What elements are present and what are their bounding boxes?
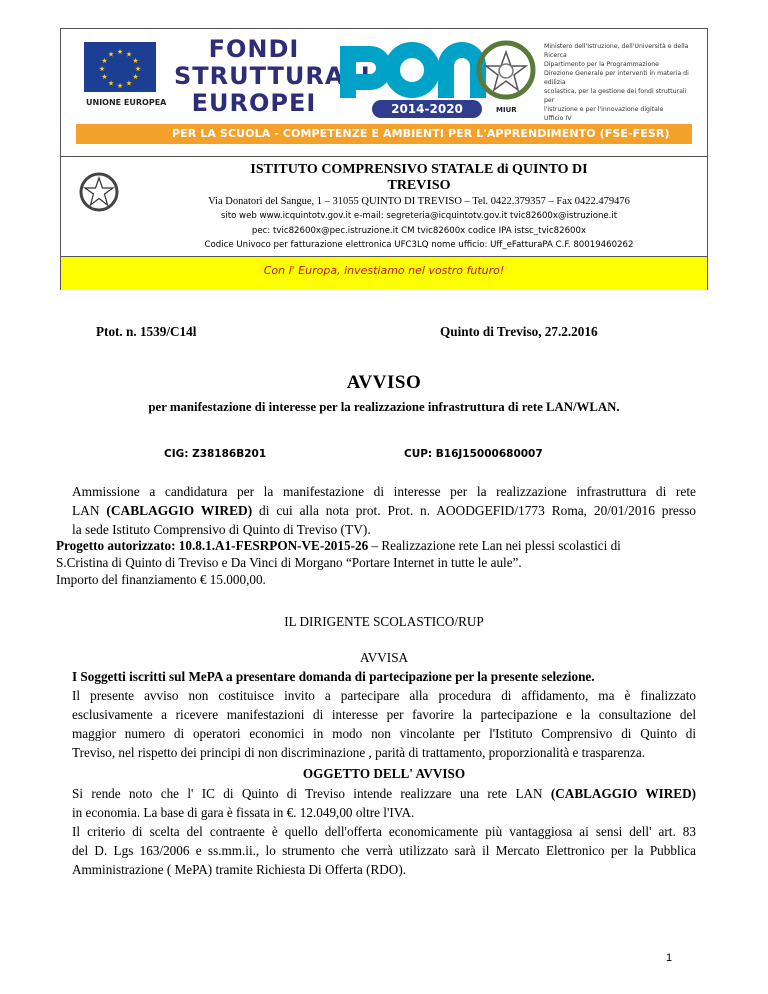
svg-text:★: ★ xyxy=(101,73,108,81)
banner-slogan: PER LA SCUOLA - COMPETENZE E AMBIENTI PER L'APPRENDIMENTO (FSE-FESR) xyxy=(172,127,670,140)
paragraph-line xyxy=(72,784,696,803)
svg-text:★: ★ xyxy=(116,48,124,56)
school-name-line: ISTITUTO COMPRENSIVO STATALE di QUINTO DI xyxy=(250,162,588,177)
paragraph-line: Treviso, nel rispetto dei principi di non discriminazione , parità di trattamento, proporzionalità e trasparenza. xyxy=(72,745,645,760)
fondi-strutturali-logo xyxy=(174,35,371,117)
motto-band xyxy=(61,256,707,290)
pon-banner xyxy=(76,34,692,146)
ministry-line: scolastica, per la gestione dei fondi strutturali per xyxy=(544,88,687,104)
header-divider xyxy=(60,156,708,157)
paragraph-line: Il presente avviso non costituisce invito a partecipare alla procedura di affidamento, ma è finalizzato xyxy=(72,688,696,703)
ministry-line: Direzione Generale per interventi in materia di edilizia xyxy=(544,70,689,86)
svg-text:★: ★ xyxy=(132,57,139,65)
paragraph-line xyxy=(56,537,696,554)
svg-text:★: ★ xyxy=(116,82,124,90)
paragraph-line: in economia. La base di gara è fissata in €. 12.049,00 oltre l'IVA. xyxy=(72,805,415,820)
date-place: Quinto di Treviso, 27.2.2016 xyxy=(440,324,598,339)
school-contacts: sito web www.icquintotv.gov.it e-mail: segreteria@icquintotv.gov.it tvic82600x@istruzione.it xyxy=(220,211,618,221)
paragraph-line: S.Cristina di Quinto di Treviso e Da Vinci di Morgano “Portare Internet in tutte le aule”. xyxy=(56,555,522,570)
ministry-line: l'istruzione e per l'innovazione digitale xyxy=(544,106,664,113)
fondi-line: STRUTTURALI xyxy=(174,62,371,90)
fondi-line: FONDI xyxy=(208,35,300,63)
svg-text:★: ★ xyxy=(125,50,133,59)
ministry-line: Ufficio IV xyxy=(544,115,572,122)
paragraph-line: Ammissione a candidatura per la manifestazione di interesse per la realizzazione infrastruttura di rete xyxy=(72,484,696,499)
eu-flag-icon xyxy=(84,42,156,92)
paragraph-line: Amministrazione ( MePA) tramite Richiesta Di Offerta (RDO). xyxy=(72,862,407,877)
cig-code: CIG: Z38186B201 xyxy=(164,448,267,460)
avvisa-heading: AVVISA xyxy=(359,650,409,665)
paragraph-line: Importo del finanziamento € 15.000,00. xyxy=(56,572,266,587)
svg-text:★: ★ xyxy=(132,73,139,81)
svg-text:★: ★ xyxy=(134,65,142,73)
ministry-text xyxy=(544,42,692,123)
document-subtitle: per manifestazione di interesse per la realizzazione infrastruttura di rete LAN/WLAN. xyxy=(148,400,620,414)
fondi-line: EUROPEI xyxy=(191,89,317,117)
text-run-bold: Progetto autorizzato: 10.8.1.A1-FESRPON-VE-2015-26 xyxy=(56,538,369,553)
svg-text:★: ★ xyxy=(125,79,133,88)
paragraph-line: Il criterio di scelta del contraente è quello dell'offerta economicamente più vantaggiosa ai sensi dell' art. 83 xyxy=(72,824,696,839)
svg-text:★: ★ xyxy=(107,79,115,88)
paragraph-soggetti xyxy=(72,667,696,762)
paragraph-line xyxy=(72,501,696,520)
text-run: di cui alla nota prot. Prot. n. AOODGEFID/1773 Roma, 20/01/2016 presso xyxy=(252,503,696,518)
document-title: AVVISO xyxy=(346,372,422,393)
cup-code: CUP: B16J15000680007 xyxy=(404,448,543,460)
svg-text:★: ★ xyxy=(107,50,115,59)
italian-republic-emblem-icon xyxy=(476,40,536,102)
svg-text:★: ★ xyxy=(98,65,106,73)
text-run-bold: (CABLAGGIO WIRED) xyxy=(550,786,696,801)
republic-emblem-small-icon xyxy=(78,170,120,214)
text-run-bold: (CABLAGGIO WIRED) xyxy=(106,503,253,518)
paragraph-line: I Soggetti iscritti sul MePA a presentare domanda di partecipazione per la presente selezione. xyxy=(72,669,595,684)
text-run: – Realizzazione rete Lan nei plessi scolastici di xyxy=(368,538,621,553)
paragraph-line: esclusivamente a ricevere manifestazioni di interesse per favorire la partecipazione e la consultazione del xyxy=(72,707,696,722)
paragraph-oggetto xyxy=(72,784,696,879)
school-pec: pec: tvic82600x@pec.istruzione.it CM tvic82600x codice IPA istsc_tvic82600x xyxy=(251,226,587,236)
paragraph-line: del D. Lgs 163/2006 e ss.mm.ii., lo strumento che verrà utilizzato sarà il Mercato Elettronico per la Pubblica xyxy=(72,843,696,858)
paragraph-line: maggior numero di operatori economici in modo non vincolante per l'Istituto Comprensivo di Quinto di xyxy=(72,726,696,741)
ministry-line: Dipartimento per la Programmazione xyxy=(544,61,659,68)
protocol-number: Ptot. n. 1539/C14l xyxy=(96,324,197,339)
ministry-line: Ministero dell'Istruzione, dell'Università e della Ricerca xyxy=(544,43,689,59)
text-run: LAN xyxy=(72,503,107,518)
school-billing-code: Codice Univoco per fatturazione elettronica UFC3LQ nome ufficio: Uff_eFatturaPA C.F. 80019460262 xyxy=(204,240,634,250)
school-address: Via Donatori del Sangue, 1 – 31055 QUINTO DI TREVISO – Tel. 0422.379357 – Fax 0422.479476 xyxy=(208,196,630,207)
paragraph-progetto xyxy=(56,537,696,588)
text-run: Si rende noto che l' IC di Quinto di Treviso intende realizzare una rete LAN xyxy=(72,786,551,801)
school-name-line: TREVISO xyxy=(387,178,451,193)
pon-years-badge: 2014-2020 xyxy=(372,100,482,118)
svg-text:★: ★ xyxy=(101,57,108,65)
miur-label: MIUR xyxy=(496,106,517,114)
oggetto-heading: OGGETTO DELL' AVVISO xyxy=(302,766,466,781)
motto-text: Con l' Europa, investiamo nel vostro futuro! xyxy=(263,264,505,277)
eu-label: UNIONE EUROPEA xyxy=(86,98,167,107)
page-number: 1 xyxy=(666,952,673,964)
paragraph-ammissione xyxy=(72,482,696,539)
paragraph-line: la sede Istituto Comprensivo di Quinto di Treviso (TV). xyxy=(72,522,371,537)
dirigente-heading: IL DIRIGENTE SCOLASTICO/RUP xyxy=(284,614,484,629)
school-name xyxy=(130,162,708,194)
